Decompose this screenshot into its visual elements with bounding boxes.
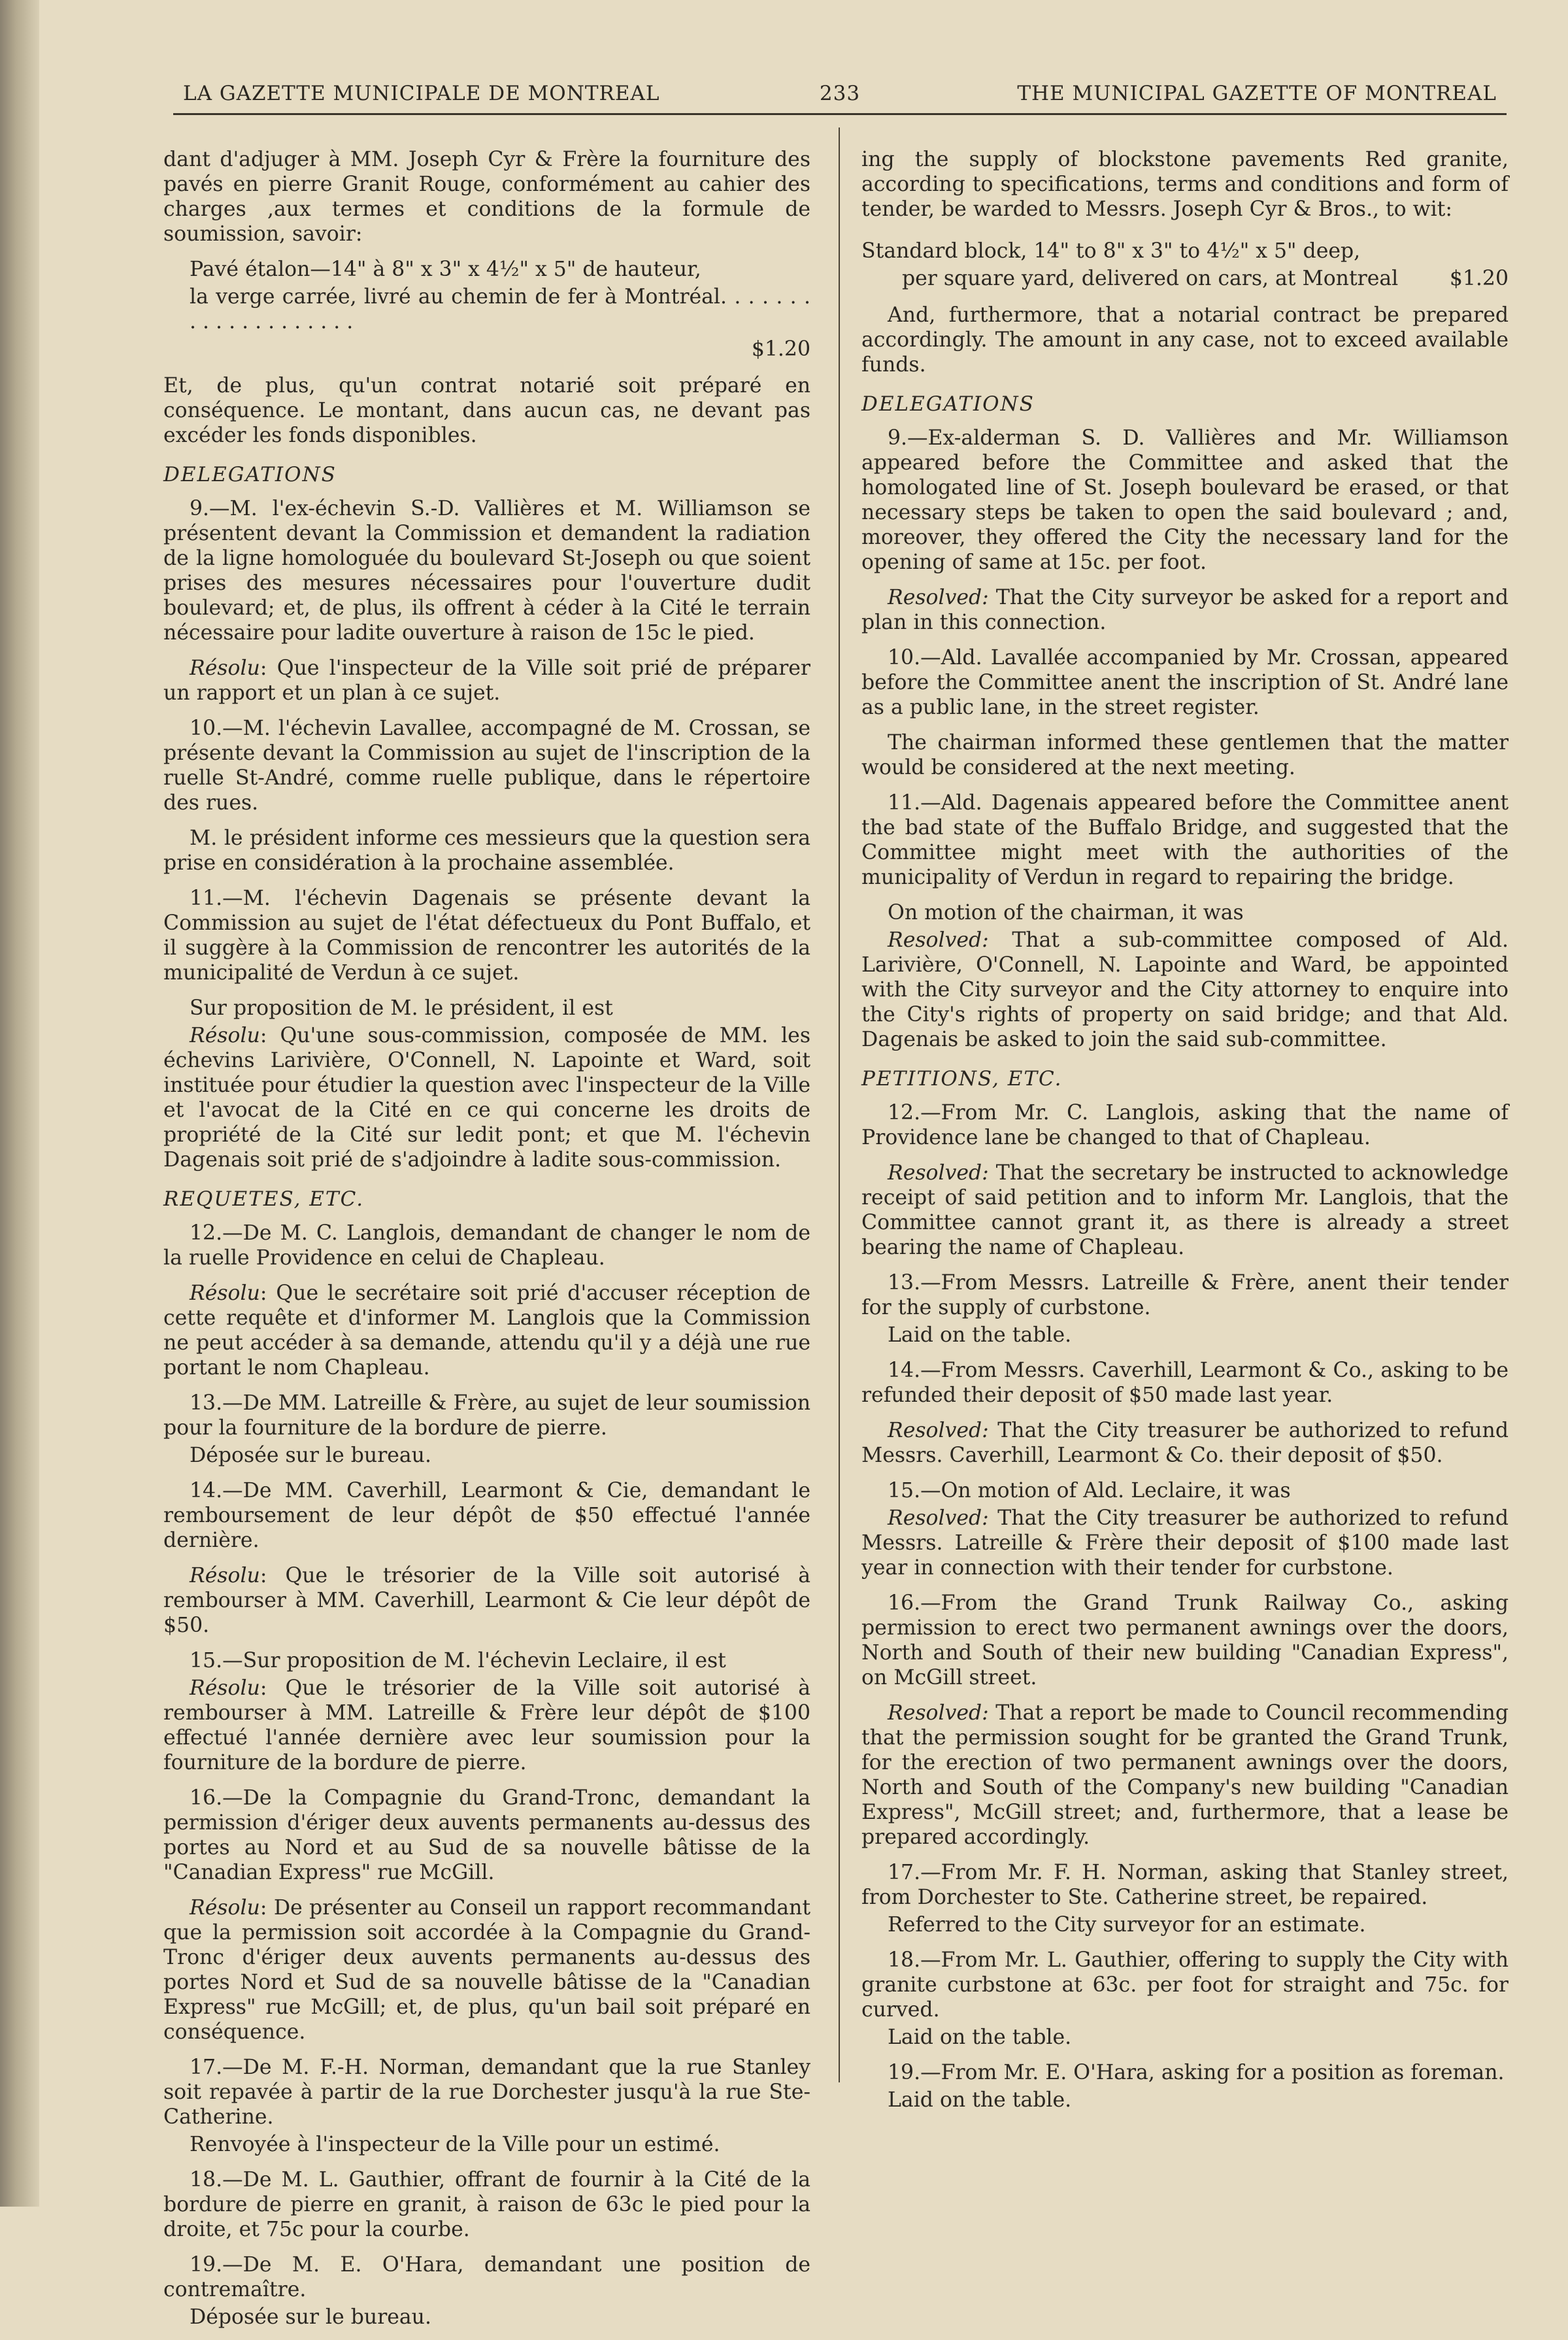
fr-standard-block-detail: la verge carrée, livré au chemin de fer à Montréal. . . . . . . . . . . . . . . . . . . . xyxy=(190,285,810,333)
fr-item-16: 16.—De la Compagnie du Grand-Tronc, demandant la permission d'ériger deux auvents permanents au-dessus des portes au Nord et au Sud de sa nouvelle bâtisse de la "Canadian Express" rue McGill. xyxy=(163,1786,810,1884)
en-paragraph: And, furthermore, that a notarial contract be prepared accordingly. The amount in any case, not to exceed available funds. xyxy=(861,303,1509,377)
fr-resolution-12 xyxy=(163,1281,810,1380)
fr-item-12: 12.—De M. C. Langlois, demandant de changer le nom de la ruelle Providence en celui de Chapleau. xyxy=(163,1221,810,1270)
en-resolution-14 xyxy=(861,1418,1509,1468)
en-item-19: 19.—From Mr. E. O'Hara, asking for a position as foreman. xyxy=(888,2061,1505,2084)
en-item-10: 10.—Ald. Lavallée accompanied by Mr. Crossan, appeared before the Committee anent the inscription of St. André lane as a public lane, in the street register. xyxy=(861,646,1509,719)
en-item-17-note: Referred to the City surveyor for an estimate. xyxy=(888,1913,1366,1937)
resolution-text: : Qu'une sous-commission, composée de MM. les échevins Larivière, O'Connell, N. Lapointe et Ward, soit instituée pour étudier la question avec l'inspecteur de la Ville et l'avocat de la Cité en ce qui concerne les droits de propriété de la Cité sur ledit pont; et que M. l'échevin Dagenais soit prié de s'adjoindre à ladite sous-commission. xyxy=(163,1024,810,1172)
en-resolution-11 xyxy=(861,928,1509,1052)
en-item-19-note: Laid on the table. xyxy=(888,2088,1072,2112)
en-item-14: 14.—From Messrs. Caverhill, Learmont & Co., asking to be refunded their deposit of $50 made last year. xyxy=(861,1359,1509,1407)
fr-item-13: 13.—De MM. Latreille & Frère, au sujet de leur soumission pour la fourniture de la bordure de pierre. xyxy=(163,1391,810,1440)
resolution-label: Résolu xyxy=(190,1564,260,1587)
resolution-label: Résolu xyxy=(190,1024,260,1047)
fr-item-18: 18.—De M. L. Gauthier, offrant de fournir à la Cité de la bordure de pierre en granit, à raison de 63c le pied pour la droite, et 75c pour la courbe. xyxy=(163,2168,810,2241)
resolution-label: Résolu xyxy=(190,1896,260,1920)
fr-heading-requetes: REQUETES, ETC. xyxy=(163,1187,365,1211)
fr-price: $1.20 xyxy=(751,337,810,361)
resolution-text: That the City treasurer be authorized to refund Messrs. Latreille & Frère their deposit of $100 made last year in connection with their tender for curbstone. xyxy=(861,1506,1509,1580)
fr-heading-delegations: DELEGATIONS xyxy=(163,463,337,486)
resolution-label: Resolved: xyxy=(888,1506,989,1530)
fr-paragraph: Et, de plus, qu'un contrat notarié soit préparé en conséquence. Le montant, dans aucun cas, ne devant pas excéder les fonds disponibles. xyxy=(163,374,810,447)
en-paragraph: ing the supply of blockstone pavements Red granite, according to specifications, terms and conditions and form of tender, be warded to Messrs. Joseph Cyr & Bros., to wit: xyxy=(861,148,1509,221)
en-resolution-9 xyxy=(861,585,1509,635)
en-item-12: 12.—From Mr. C. Langlois, asking that the name of Providence lane be changed to that of Chapleau. xyxy=(861,1101,1509,1149)
en-heading-petitions: PETITIONS, ETC. xyxy=(861,1067,1063,1091)
fr-resolution-14 xyxy=(163,1563,810,1638)
resolution-label: Resolved: xyxy=(888,1701,989,1725)
en-item-11-motion: On motion of the chairman, it was xyxy=(888,901,1244,924)
resolution-label: Resolved: xyxy=(888,586,989,609)
resolution-text: : Que le trésorier de la Ville soit autorisé à rembourser à MM. Latreille & Frère leur dépôt de $100 effectué l'année dernière avec leur soumission pour la fourniture de la bordure de pierre. xyxy=(163,1676,810,1774)
en-standard-block: Standard block, 14" to 8" x 3" to 4½" x 5" deep, xyxy=(861,239,1361,263)
fr-item-17-note: Renvoyée à l'inspecteur de la Ville pour un estimé. xyxy=(190,2133,720,2156)
resolution-label: Résolu xyxy=(190,1676,260,1700)
en-item-11: 11.—Ald. Dagenais appeared before the Committee anent the bad state of the Buffalo Bridge, and suggested that the Committee might meet with the authorities of the municipality of Verdun in regard to repairing the bridge. xyxy=(861,791,1509,889)
gazette-page xyxy=(157,62,1509,2329)
column-divider xyxy=(839,127,840,2082)
fr-resolution-15 xyxy=(163,1676,810,1775)
resolution-label: Résolu xyxy=(190,656,260,680)
resolution-label: Resolved: xyxy=(888,1161,989,1185)
en-heading-delegations: DELEGATIONS xyxy=(861,392,1035,416)
resolution-text: : De présenter au Conseil un rapport recommandant que la permission soit accordée à la Compagnie du Grand-Tronc d'ériger deux auvents permanents au-dessus des portes Nord et Sud de sa nouvelle bâtisse de la "Canadian Express" rue McGill; et, de plus, qu'un bail soit préparé en conséquence. xyxy=(163,1896,810,2044)
fr-standard-block: Pavé étalon—14" à 8" x 3" x 4½" x 5" de hauteur, xyxy=(190,258,701,281)
french-column xyxy=(163,147,810,2340)
fr-item-13-note: Déposée sur le bureau. xyxy=(190,1444,431,1467)
en-item-9: 9.—Ex-alderman S. D. Vallières and Mr. Williamson appeared before the Committee and asked that the homologated line of St. Joseph boulevard be erased, or that necessary steps be taken to open the said boulevard ; and, moreover, they offered the City the necessary land for the opening of same at 15c. per foot. xyxy=(861,426,1509,574)
fr-resolution-9 xyxy=(163,656,810,705)
fr-item-10-note: M. le président informe ces messieurs que la question sera prise en considération à la prochaine assemblée. xyxy=(163,826,810,875)
english-column xyxy=(861,147,1509,2123)
page-binding-shadow xyxy=(0,0,39,2207)
fr-item-11: 11.—M. l'échevin Dagenais se présente devant la Commission au sujet de l'état défectueux du Pont Buffalo, et il suggère à la Commission de rencontrer les autorités de la municipalité de Verdun à ce sujet. xyxy=(163,887,810,985)
resolution-text: : Que le secrétaire soit prié d'accuser réception de cette requête et d'informer M. Langlois que la Commission ne peut accéder à sa demande, attendu qu'il y a déjà une rue portant le nom Chapleau. xyxy=(163,1281,810,1380)
en-item-18: 18.—From Mr. L. Gauthier, offering to supply the City with granite curbstone at 63c. per foot for straight and 75c. for curved. xyxy=(861,1948,1509,2022)
en-price: $1.20 xyxy=(1449,267,1509,290)
fr-item-11-motion: Sur proposition de M. le président, il est xyxy=(190,996,613,1020)
en-standard-block-detail: per square yard, delivered on cars, at Montreal xyxy=(902,267,1399,290)
fr-item-15: 15.—Sur proposition de M. l'échevin Leclaire, il est xyxy=(190,1649,726,1672)
fr-item-17: 17.—De M. F.-H. Norman, demandant que la rue Stanley soit repavée à partir de la rue Dorchester jusqu'à la rue Ste-Catherine. xyxy=(163,2056,810,2129)
resolution-text: That the secretary be instructed to acknowledge receipt of said petition and to inform Mr. Langlois, that the Committee cannot grant it, as there is already a street bearing the name of Chapleau. xyxy=(861,1161,1509,1259)
en-item-13: 13.—From Messrs. Latreille & Frère, anent their tender for the supply of curbstone. xyxy=(861,1271,1509,1319)
page-header xyxy=(183,82,1497,121)
resolution-text: : Que l'inspecteur de la Ville soit prié de préparer un rapport et un plan à ce sujet. xyxy=(163,656,810,705)
resolution-label: Resolved: xyxy=(888,928,989,952)
resolution-label: Resolved: xyxy=(888,1419,989,1442)
fr-resolution-16 xyxy=(163,1895,810,2044)
fr-item-10: 10.—M. l'échevin Lavallee, accompagné de M. Crossan, se présente devant la Commission au sujet de l'inscription de la ruelle St-André, comme ruelle publique, dans le répertoire des rues. xyxy=(163,717,810,815)
en-item-16: 16.—From the Grand Trunk Railway Co., asking permission to erect two permanent awnings over the doors, North and South of their new building "Canadian Express", on McGill street. xyxy=(861,1591,1509,1689)
page-number: 233 xyxy=(819,82,861,105)
en-item-18-note: Laid on the table. xyxy=(888,2026,1072,2049)
resolution-label: Résolu xyxy=(190,1281,260,1305)
header-rule xyxy=(173,113,1507,115)
resolution-text: That the City surveyor be asked for a report and plan in this connection. xyxy=(861,586,1509,634)
en-item-15: 15.—On motion of Ald. Leclaire, it was xyxy=(888,1479,1291,1502)
en-price-row xyxy=(861,266,1509,291)
en-item-10-note: The chairman informed these gentlemen that the matter would be considered at the next meeting. xyxy=(861,731,1509,779)
en-resolution-15 xyxy=(861,1506,1509,1580)
resolution-text: : Que le trésorier de la Ville soit autorisé à rembourser à MM. Caverhill, Learmont & Cie leur dépôt de $50. xyxy=(163,1564,810,1637)
fr-item-19: 19.—De M. E. O'Hara, demandant une position de contremaître. xyxy=(163,2253,810,2301)
en-item-17: 17.—From Mr. F. H. Norman, asking that Stanley street, from Dorchester to Ste. Catherine street, be repaired. xyxy=(861,1861,1509,1909)
fr-resolution-11 xyxy=(163,1023,810,1172)
fr-item-19-note: Déposée sur le bureau. xyxy=(190,2305,431,2329)
resolution-text: That the City treasurer be authorized to refund Messrs. Caverhill, Learmont & Co. their deposit of $50. xyxy=(861,1419,1509,1467)
resolution-text: That a sub-committee composed of Ald. Larivière, O'Connell, N. Lapointe and Ward, be appointed with the City surveyor and the City attorney to enquire into the City's rights of property on said bridge; and that Ald. Dagenais be asked to join the said sub-committee. xyxy=(861,928,1509,1051)
fr-paragraph: dant d'adjuger à MM. Joseph Cyr & Frère la fourniture des pavés en pierre Granit Rouge, conformément au cahier des charges ,aux termes et conditions de la formule de soumission, savoir: xyxy=(163,148,810,246)
header-french-title: LA GAZETTE MUNICIPALE DE MONTREAL xyxy=(183,82,660,105)
header-english-title: THE MUNICIPAL GAZETTE OF MONTREAL xyxy=(1017,82,1497,105)
en-resolution-16 xyxy=(861,1701,1509,1850)
fr-item-9: 9.—M. l'ex-échevin S.-D. Vallières et M. Williamson se présentent devant la Commission et demandent la radiation de la ligne homologuée du boulevard St-Joseph ou que soient prises des mesures nécessaires pour l'ouverture dudit boulevard; et, de plus, ils offrent à céder à la Cité le terrain nécessaire pour ladite ouverture à raison de 15c le pied. xyxy=(163,497,810,645)
fr-item-14: 14.—De MM. Caverhill, Learmont & Cie, demandant le remboursement de leur dépôt de $50 effectué l'année dernière. xyxy=(163,1479,810,1552)
en-item-13-note: Laid on the table. xyxy=(888,1323,1072,1347)
en-resolution-12 xyxy=(861,1161,1509,1260)
resolution-text: That a report be made to Council recommending that the permission sought for be granted the Grand Trunk, for the erection of two permanent awnings over the doors, North and South of the Company's new building "Canadian Express", McGill street; and, furthermore, that a lease be prepared accordingly. xyxy=(861,1701,1509,1849)
